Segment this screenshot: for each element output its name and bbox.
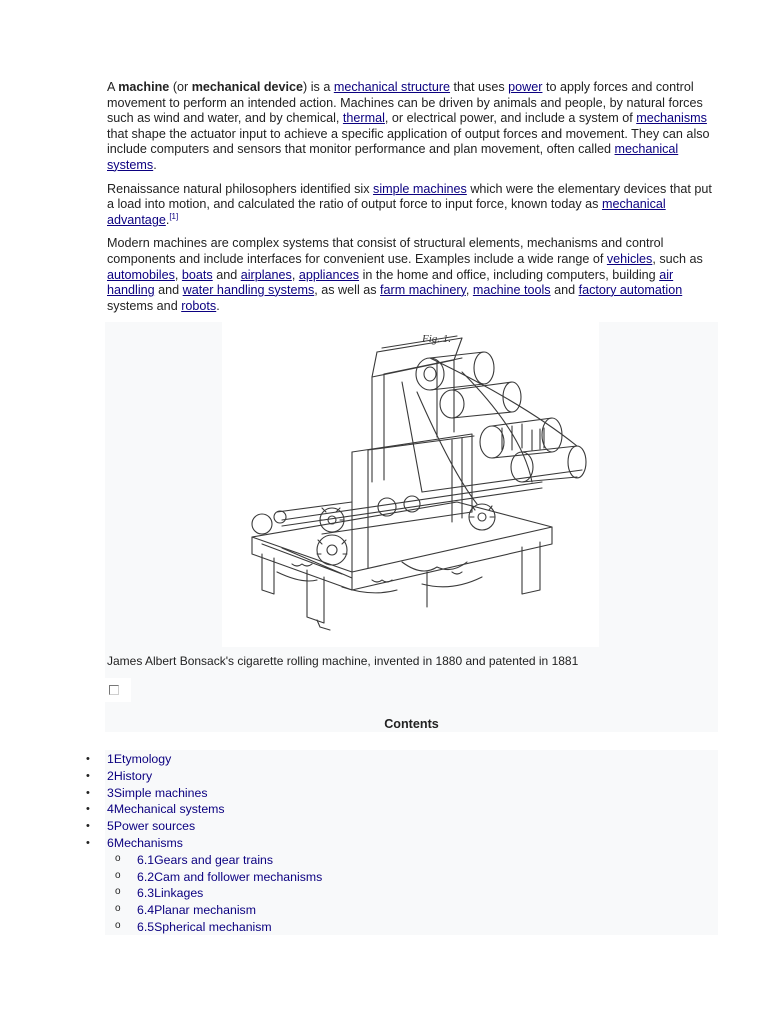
link-mechanical-systems[interactable]: mechanical systems	[107, 142, 679, 172]
link-vehicles[interactable]: vehicles	[606, 251, 653, 266]
text: and	[154, 283, 183, 298]
link-machine-tools[interactable]: machine tools	[472, 283, 551, 298]
link-farm-machinery[interactable]: farm machinery	[380, 283, 466, 298]
toc-label[interactable]: Mechanical systems	[113, 802, 225, 817]
article-body	[107, 80, 719, 322]
toc-item[interactable]	[88, 885, 322, 902]
toc-label[interactable]: Cam and follower mechanisms	[154, 869, 323, 884]
toc-number[interactable]: 5	[107, 819, 114, 834]
text: systems and	[107, 298, 182, 313]
toc-item[interactable]	[88, 835, 322, 852]
machine-engraving	[222, 322, 599, 647]
text: that uses	[450, 80, 509, 94]
toc-item[interactable]	[88, 919, 322, 936]
simple-machines-paragraph	[107, 182, 719, 229]
modern-machines-paragraph	[107, 236, 719, 314]
citation-ref[interactable]	[169, 212, 178, 221]
link-factory-automation[interactable]: factory automation	[578, 283, 683, 298]
link-thermal[interactable]: thermal	[342, 111, 385, 126]
toc-label[interactable]: History	[113, 768, 153, 783]
text: and	[212, 267, 241, 282]
toc-label[interactable]: Power sources	[113, 819, 196, 834]
link-air-handling[interactable]: air handling	[107, 267, 674, 298]
text: that shape the actuator input to achieve a specific application of output forces and movement. They can also include computers and sensors that monitor performance and plan movement, often called	[107, 126, 710, 157]
text: , such as	[652, 251, 703, 266]
text: in the home and office, including computers, building	[359, 267, 660, 282]
magnify-box-icon	[109, 685, 119, 695]
link-simple-machines[interactable]: simple machines	[373, 181, 467, 196]
link-boats[interactable]: boats	[181, 267, 213, 282]
link-mechanisms[interactable]: mechanisms	[636, 111, 707, 126]
toc-number[interactable]: 6.1	[137, 852, 155, 867]
toc-number[interactable]: 2	[107, 768, 114, 783]
text: and	[550, 283, 579, 298]
toc-number[interactable]: 6	[107, 835, 114, 850]
contents-title: Contents	[384, 717, 439, 731]
text: .	[165, 212, 170, 227]
toc-item[interactable]	[88, 852, 322, 869]
toc-item[interactable]	[88, 902, 322, 919]
link-robots[interactable]: robots	[181, 298, 217, 313]
link-water-handling-systems[interactable]: water handling systems	[182, 283, 315, 298]
text: A	[107, 80, 119, 94]
text: (or	[169, 80, 192, 94]
text: ,	[174, 267, 182, 282]
link-mechanical-advantage[interactable]: mechanical advantage	[107, 197, 666, 227]
text: .	[153, 157, 157, 172]
toc-item[interactable]	[88, 785, 322, 802]
toc-item[interactable]	[88, 818, 322, 835]
link-automobiles[interactable]: automobiles	[107, 267, 175, 282]
toc-item[interactable]	[88, 751, 322, 768]
text: to apply forces and control movement to perform an intended action. Machines can be driven by animals and people, by natural forces such as wind and water, and by chemical,	[107, 80, 703, 126]
citation-link[interactable]: [1]	[169, 211, 179, 221]
toc-number[interactable]: 6.2	[137, 869, 155, 884]
toc-number[interactable]: 6.5	[137, 919, 155, 934]
intro-paragraph	[107, 80, 719, 174]
toc-number[interactable]: 1	[107, 752, 114, 766]
table-of-contents	[88, 751, 322, 936]
patent-figure-label: Fig. 1.	[422, 333, 452, 345]
bonsack-machine-illustration[interactable]	[222, 322, 599, 647]
figure-panel	[105, 322, 718, 732]
toc-label[interactable]: Planar mechanism	[154, 903, 256, 918]
text: , or electrical power, and include a system of	[384, 111, 637, 126]
link-power[interactable]: power	[508, 80, 543, 94]
toc-number[interactable]: 6.3	[137, 886, 155, 901]
toc-number[interactable]: 3	[107, 785, 114, 800]
text: Modern machines are complex systems that consist of structural elements, mechanisms and control components and include interfaces for convenient use. Examples include a wide range of	[107, 236, 664, 266]
toc-item[interactable]	[88, 801, 322, 818]
text: Renaissance natural philosophers identified six	[107, 181, 374, 196]
figure-caption: James Albert Bonsack's cigarette rolling machine, invented in 1880 and patented in 1881	[107, 654, 579, 668]
link-mechanical-structure[interactable]: mechanical structure	[333, 80, 451, 94]
toc-item[interactable]	[88, 768, 322, 785]
text: .	[216, 298, 220, 313]
link-airplanes[interactable]: airplanes	[240, 267, 292, 282]
toc-label[interactable]: Gears and gear trains	[154, 852, 274, 867]
enlarge-icon[interactable]	[105, 678, 131, 702]
text: , as well as	[314, 283, 381, 298]
toc-label[interactable]: Spherical mechanism	[154, 919, 272, 934]
toc-label[interactable]: Mechanisms	[113, 835, 183, 850]
toc-label[interactable]: Simple machines	[113, 785, 208, 800]
link-appliances[interactable]: appliances	[298, 267, 360, 282]
toc-label[interactable]: Etymology	[113, 752, 172, 766]
toc-item[interactable]	[88, 869, 322, 886]
bold-term-mechanical-device: mechanical device	[191, 80, 304, 94]
toc-label[interactable]: Linkages	[154, 886, 204, 901]
bold-term-machine: machine	[118, 80, 170, 94]
toc-number[interactable]: 6.4	[137, 903, 155, 918]
text: ,	[465, 283, 473, 298]
text: ,	[291, 267, 299, 282]
text: which were the elementary devices that put a load into motion, and calculated the ratio of output force to input force, known today as	[107, 181, 712, 212]
toc-number[interactable]: 4	[107, 802, 114, 817]
text: ) is a	[303, 80, 334, 94]
